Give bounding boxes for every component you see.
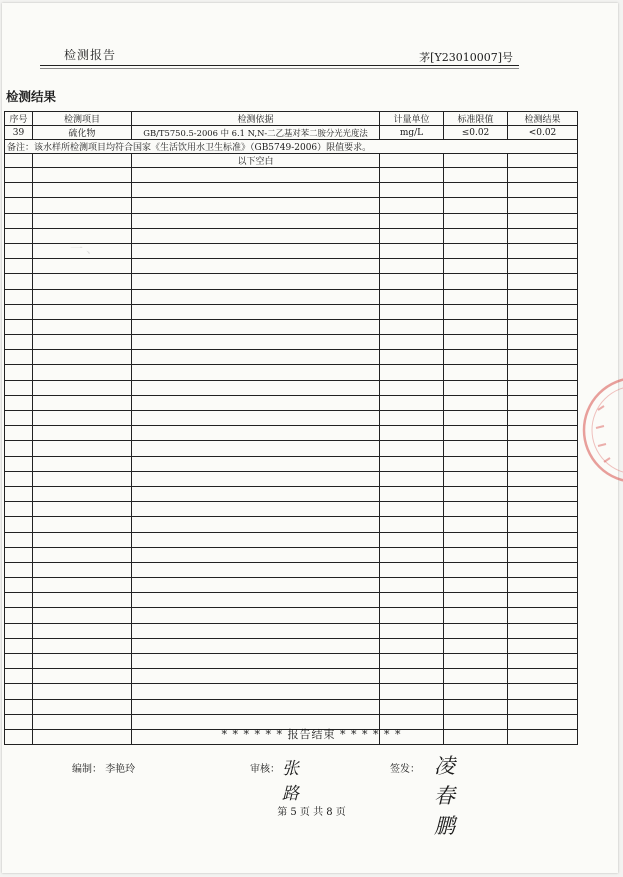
empty-row [5,304,578,319]
column-header: 检测结果 [508,112,578,126]
empty-row [5,243,578,258]
empty-row [5,486,578,501]
editor-signature [72,760,135,775]
column-header: 标准限值 [444,112,508,126]
empty-row [5,699,578,714]
table-row [5,126,578,140]
empty-row [5,168,578,183]
empty-row [5,183,578,198]
note-cell: 备注：该水样所检测项目均符合国家《生活饮用水卫生标准》（GB5749-2006）限值要求。 [5,140,578,154]
blank-marker-row [5,154,578,168]
report-number: 茅[Y23010007]号 [419,51,513,64]
bleed-through-text: 一、 [70,242,288,257]
column-header: 计量单位 [380,112,444,126]
reviewer-signature [250,759,299,804]
empty-row [5,441,578,456]
empty-row [5,319,578,334]
results-table [4,111,578,745]
page-number: 第 5 页 共 8 页 [277,807,346,818]
column-header: 序号 [5,112,33,126]
empty-row [5,335,578,350]
empty-row [5,684,578,699]
empty-row [5,380,578,395]
column-header: 检测项目 [33,112,132,126]
cell-limit: ≤0.02 [444,126,508,140]
cell-unit: mg/L [380,126,444,140]
empty-row [5,228,578,243]
report-end-text: * * * * * * 报告结束 * * * * * * [221,728,402,741]
note-row [5,140,578,154]
empty-row [5,608,578,623]
empty-row [5,471,578,486]
empty-row [5,395,578,410]
official-seal-stamp [574,370,623,490]
empty-row [5,578,578,593]
reviewer-label: 审核： [250,764,280,775]
issuer-handwritten-signature: 凌春鹏 [434,754,455,838]
empty-row [5,502,578,517]
empty-row [5,289,578,304]
empty-row [5,532,578,547]
header-rule [40,65,519,66]
cell-method: GB/T5750.5-2006 中 6.1 N,N-二乙基对苯二胺分光光度法 [132,126,380,140]
empty-row [5,562,578,577]
issuer-signature [390,754,455,838]
empty-row [5,426,578,441]
cell-index: 39 [5,126,33,140]
empty-row [5,623,578,638]
empty-row [5,365,578,380]
empty-row [5,213,578,228]
report-header-title: 检测报告 [64,48,117,62]
empty-row [5,593,578,608]
editor-name: 李艳玲 [105,764,136,775]
empty-row [5,638,578,653]
issuer-label: 签发： [390,764,420,775]
editor-label: 编制： [72,764,102,775]
blank-rows [5,168,578,745]
empty-row [5,411,578,426]
empty-row [5,517,578,532]
section-title: 检测结果 [6,89,57,104]
cell-result: <0.02 [508,126,578,140]
cell-item: 硫化物 [33,126,132,140]
empty-row [5,259,578,274]
empty-row [5,350,578,365]
table-header-row [5,112,578,126]
blank-label: 以下空白 [132,154,380,168]
reviewer-handwritten-signature: 张路 [282,759,299,804]
empty-row [5,198,578,213]
empty-row [5,274,578,289]
empty-row [5,654,578,669]
header-rule-secondary [40,68,519,69]
empty-row [5,669,578,684]
empty-row [5,547,578,562]
column-header: 检测依据 [132,112,380,126]
empty-row [5,456,578,471]
